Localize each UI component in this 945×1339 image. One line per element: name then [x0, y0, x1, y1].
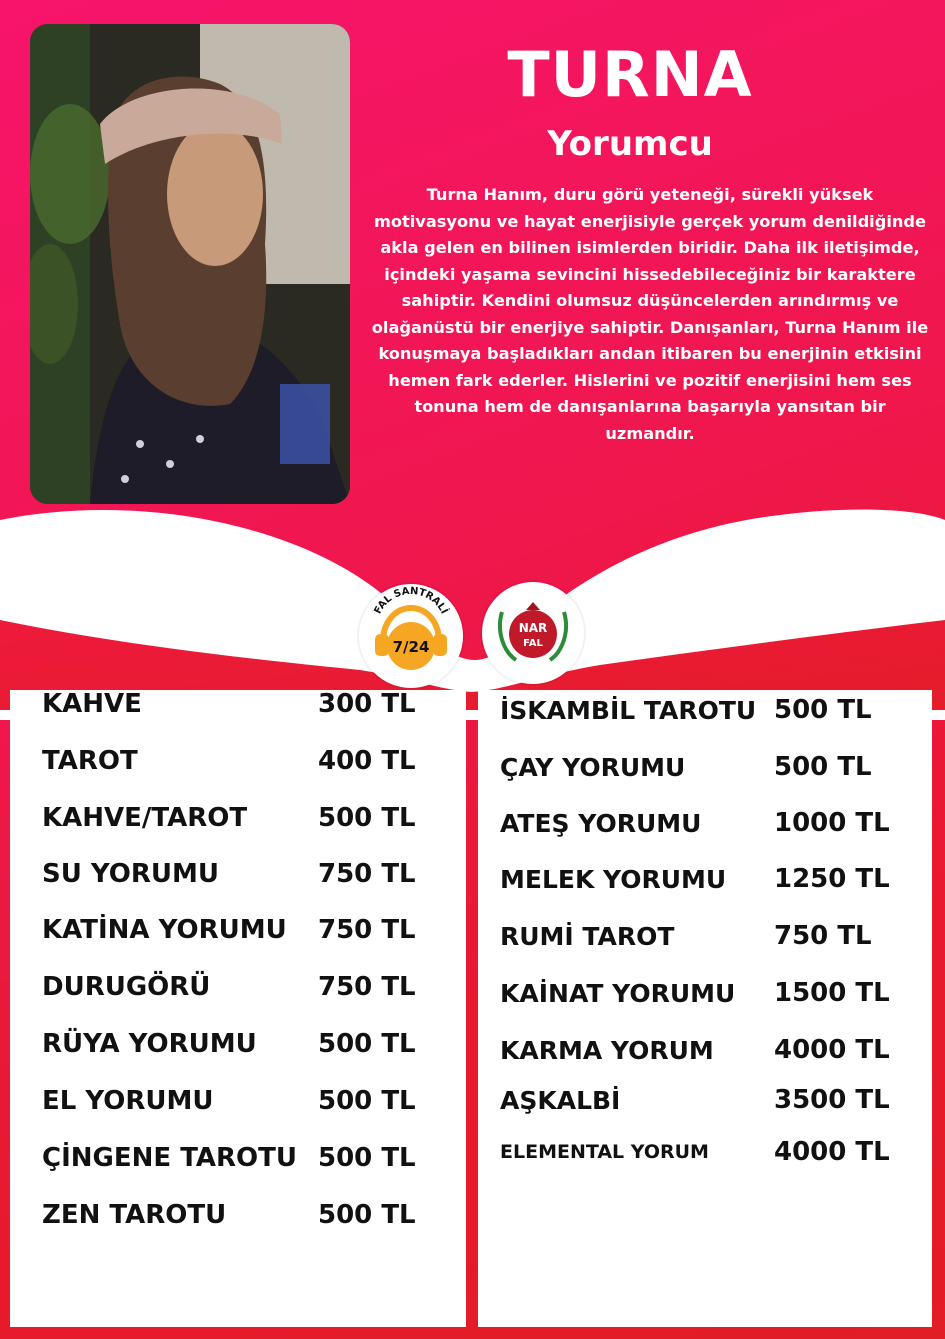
service-price: 500 TL: [318, 803, 416, 833]
reader-bio: Turna Hanım, duru görü yeteneği, sürekli yüksek motivasyonu ve hayat enerjisiyle gerçek yorum denildiğinde akla gelen en bilinen isimlerden biridir. Daha ilk iletişimde, içindeki yaşama sevincini hissedebileceğiniz bir karaktere sahiptir. Kendini olumsuz düşüncelerden arındırmış ve olağanüstü bir enerjiye sahiptir. Danışanları, Turna Hanım ile konuşmaya başladıkları andan itibaren bu enerjinin etkisini hemen fark ederler. Hislerini ve pozitif enerjisini hem ses tonuna hem de danışanlarına başarıyla yansıtan bir uzmandır.: [371, 185, 929, 443]
service-name: TAROT: [42, 746, 138, 776]
service-price: 750 TL: [318, 915, 416, 945]
price-list-right: [478, 690, 932, 1327]
service-name: ZEN TAROTU: [42, 1200, 227, 1230]
nar-fal-line2: FAL: [523, 638, 543, 649]
service-price: 750 TL: [774, 921, 872, 951]
service-price: 1000 TL: [774, 808, 890, 838]
service-price: 750 TL: [318, 859, 416, 889]
service-price: 500 TL: [318, 1029, 416, 1059]
service-price: 750 TL: [318, 972, 416, 1002]
nar-fal-line1: NAR: [518, 621, 548, 635]
profile-photo: [30, 24, 350, 504]
portrait-illustration: [30, 24, 350, 504]
price-list-left: [10, 690, 466, 1327]
fal-santrali-logo: [359, 584, 463, 688]
service-price: 500 TL: [318, 1200, 416, 1230]
service-name: EL YORUMU: [42, 1086, 214, 1116]
service-price: 300 TL: [318, 689, 416, 719]
service-name: ATEŞ YORUMU: [500, 808, 702, 838]
service-price: 4000 TL: [774, 1137, 890, 1167]
reader-name: TURNA: [507, 38, 753, 111]
service-name: KAHVE/TAROT: [42, 803, 248, 833]
service-price: 4000 TL: [774, 1035, 890, 1065]
service-name: DURUGÖRÜ: [42, 972, 211, 1002]
service-name: SU YORUMU: [42, 859, 220, 889]
service-name: ELEMENTAL YORUM: [500, 1141, 709, 1163]
service-price: 500 TL: [318, 1143, 416, 1173]
reader-role: Yorumcu: [547, 124, 713, 164]
service-name: KATİNA YORUMU: [42, 915, 287, 945]
service-price: 500 TL: [318, 1086, 416, 1116]
service-price: 500 TL: [774, 695, 872, 725]
service-name: ÇİNGENE TAROTU: [42, 1143, 297, 1173]
service-price: 1500 TL: [774, 978, 890, 1008]
service-name: RÜYA YORUMU: [42, 1029, 257, 1059]
service-name: AŞKALBİ: [500, 1085, 621, 1115]
service-name: İSKAMBİL TAROTU: [500, 695, 757, 725]
service-name: RUMİ TAROT: [500, 921, 675, 951]
service-price: 500 TL: [774, 752, 872, 782]
service-name: MELEK YORUMU: [500, 864, 727, 894]
service-name: KAİNAT YORUMU: [500, 978, 736, 1008]
service-name: ÇAY YORUMU: [500, 752, 686, 782]
service-name: KAHVE: [42, 689, 142, 719]
service-price: 3500 TL: [774, 1085, 890, 1115]
nar-fal-logo: [482, 582, 584, 684]
service-price: 400 TL: [318, 746, 416, 776]
service-name: KARMA YORUM: [500, 1035, 714, 1065]
service-price: 1250 TL: [774, 864, 890, 894]
fal-santrali-badge: 7/24: [392, 638, 430, 656]
fal-santrali-text: FAL SANTRALİ: [372, 585, 450, 616]
